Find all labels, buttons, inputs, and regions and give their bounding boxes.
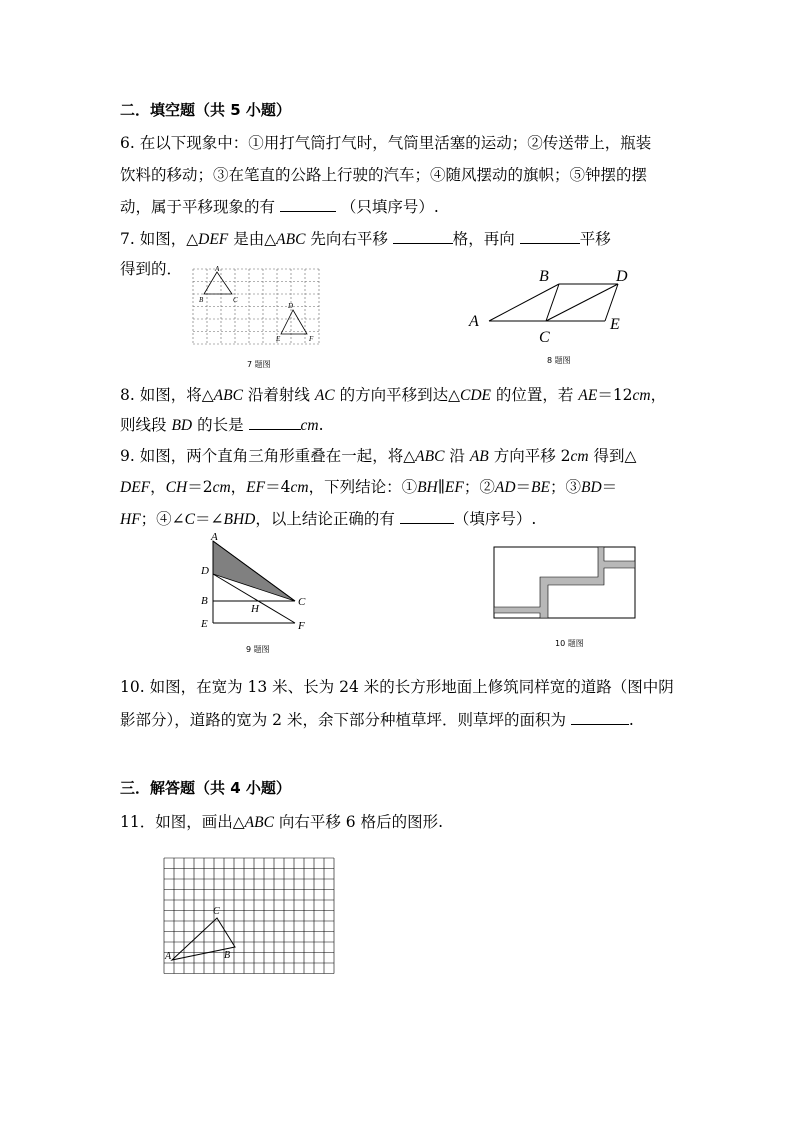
q8-answer-blank[interactable]	[249, 414, 301, 430]
fig7-label-e: E	[276, 335, 281, 343]
q6-line3: 动，属于平移现象的有 （只填序号）.	[120, 198, 439, 216]
figure-7	[190, 266, 326, 348]
fig7-label-b: B	[199, 296, 204, 304]
q7-blank-2[interactable]	[520, 228, 580, 244]
fig9-label-h: H	[251, 603, 259, 615]
fig9-label-e: E	[201, 618, 208, 630]
fig8-label-c: C	[539, 329, 550, 346]
q11-line1: 11．如图，画出△ABC 向右平移 6 格后的图形.	[120, 813, 444, 831]
q9-answer-blank[interactable]	[400, 508, 454, 524]
fig11-label-b: B	[224, 950, 231, 961]
figure-8	[462, 262, 642, 348]
figure-11	[162, 856, 338, 976]
fig9-label-d: D	[201, 565, 209, 577]
section-2-title: 二．填空题（共 5 小题）	[120, 101, 291, 119]
figure-7-caption: 7 题图	[247, 360, 271, 369]
fig9-label-a: A	[211, 531, 218, 543]
fig11-label-a: A	[165, 951, 172, 962]
q7-blank-1[interactable]	[393, 228, 453, 244]
triangle-def	[281, 310, 307, 334]
q6-line2: 饮料的移动；③在笔直的公路上行驶的汽车；④随风摆动的旗帜；⑤钟摆的摆	[120, 166, 648, 184]
q9-line2: DEF，CH＝2cm，EF＝4cm，下列结论：①BH∥EF；②AD＝BE；③BD＝	[120, 478, 618, 496]
figure-8-caption: 8 题图	[547, 356, 571, 365]
figure-10-caption: 10 题图	[555, 639, 584, 648]
fig9-label-c: C	[298, 596, 306, 608]
fig9-label-f: F	[298, 620, 305, 632]
fig9-label-b: B	[201, 595, 208, 607]
fig7-label-f: F	[309, 335, 314, 343]
figure-9	[196, 530, 316, 636]
q10-line1: 10. 如图，在宽为 13 米、长为 24 米的长方形地面上修筑同样宽的道路（图中阴	[120, 678, 674, 696]
fig8-label-d: D	[616, 268, 628, 285]
section-3-title: 三．解答题（共 4 小题）	[120, 779, 291, 797]
fig8-label-e: E	[610, 316, 620, 333]
q10-line2: 影部分），道路的宽为 2 米，余下部分种植草坪．则草坪的面积为 .	[120, 711, 634, 729]
fig7-label-d: D	[288, 302, 294, 310]
q7-line1: 7. 如图，△DEF 是由△ABC 先向右平移 格，再向 平移	[120, 230, 611, 248]
triangle-abc	[204, 272, 232, 294]
q6-answer-blank[interactable]	[280, 196, 336, 212]
fig8-label-a: A	[469, 313, 479, 330]
fig7-label-a: A	[215, 266, 220, 273]
q8-line2: 则线段 BD 的长是 cm.	[120, 416, 324, 434]
fig8-label-b: B	[539, 268, 549, 285]
q8-line1: 8. 如图，将△ABC 沿着射线 AC 的方向平移到达△CDE 的位置，若 AE＝12cm，	[120, 386, 667, 404]
fig7-label-c: C	[233, 296, 238, 304]
q9-line1: 9. 如图，两个直角三角形重叠在一起，将△ABC 沿 AB 方向平移 2cm 得到△	[120, 447, 637, 465]
q6-line1: 6. 在以下现象中：①用打气筒打气时，气筒里活塞的运动；②传送带上，瓶装	[120, 134, 652, 152]
figure-10	[493, 546, 637, 620]
q9-line3: HF；④∠C＝∠BHD，以上结论正确的有 （填序号）.	[120, 510, 537, 528]
q10-answer-blank[interactable]	[571, 709, 629, 725]
fig11-label-c: C	[213, 906, 220, 917]
figure-9-caption: 9 题图	[246, 645, 270, 654]
q7-line2: 得到的．	[120, 260, 183, 278]
